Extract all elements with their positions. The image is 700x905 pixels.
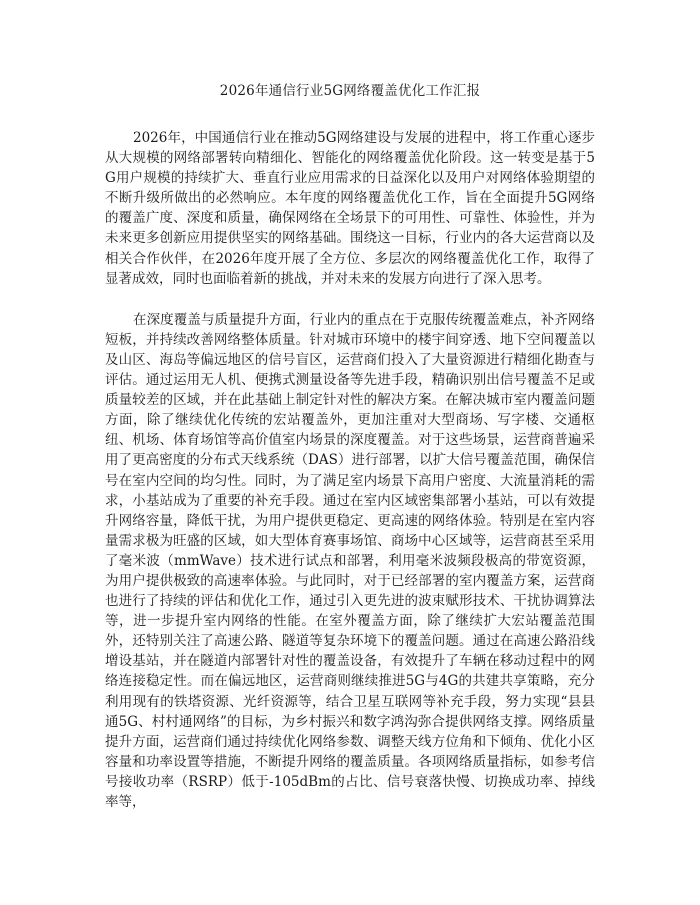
document-body [105, 128, 595, 833]
paragraph-deep-coverage: 在深度覆盖与质量提升方面，行业内的重点在于克服传统覆盖难点，补齐网络短板，并持续改善网络整体质量。针对城市环境中的楼宇间穿透、地下空间覆盖以及山区、海岛等偏远地区的信号盲区，运营商们投入了大量资源进行精细化勘查与评估。通过运用无人机、便携式测量设备等先进手段，精确识别出信号覆盖不足或质量较差的区域，并在此基础上制定针对性的解决方案。在解决城市室内覆盖问题方面，除了继续优化传统的宏站覆盖外，更加注重对大型商场、写字楼、交通枢纽、机场、体育场馆等高价值室内场景的深度覆盖。对于这些场景，运营商普遍采用了更高密度的分布式天线系统（DAS）进行部署，以扩大信号覆盖范围，确保信号在室内空间的均匀性。同时，为了满足室内场景下高用户密度、大流量消耗的需求，小基站成为了重要的补充手段。通过在室内区域密集部署小基站，可以有效提升网络容量，降低干扰，为用户提供更稳定、更高速的网络体验。特别是在室内容量需求极为旺盛的区域，如大型体育赛事场馆、商场中心区域等，运营商甚至采用了毫米波（mmWave）技术进行试点和部署，利用毫米波频段极高的带宽资源，为用户提供极致的高速率体验。与此同时，对于已经部署的室内覆盖方案，运营商也进行了持续的评估和优化工作，通过引入更先进的波束赋形技术、干扰协调算法等，进一步提升室内网络的性能。在室外覆盖方面，除了继续扩大宏站覆盖范围外，还特别关注了高速公路、隧道等复杂环境下的覆盖问题。通过在高速公路沿线增设基站，并在隧道内部署针对性的覆盖设备，有效提升了车辆在移动过程中的网络连接稳定性。而在偏远地区，运营商则继续推进5G与4G的共建共享策略，充分利用现有的铁塔资源、光纤资源等，结合卫星互联网等补充手段，努力实现“县县通5G、村村通网络”的目标，为乡村振兴和数字鸿沟弥合提供网络支撑。网络质量提升方面，运营商们通过持续优化网络参数、调整天线方位角和下倾角、优化小区容量和功率设置等措施，不断提升网络的覆盖质量。各项网络质量指标，如参考信号接收功率（RSRP）低于-105dBm的占比、信号衰落快慢、切换成功率、掉线率等， [105, 311, 595, 810]
paragraph-intro: 2026年，中国通信行业在推动5G网络建设与发展的进程中，将工作重心逐步从大规模的网络部署转向精细化、智能化的网络覆盖优化阶段。这一转变是基于5G用户规模的持续扩大、垂直行业应用需求的日益深化以及用户对网络体验期望的不断升级所做出的必然响应。本年度的网络覆盖优化工作，旨在全面提升5G网络的覆盖广度、深度和质量，确保网络在全场景下的可用性、可靠性、体验性，并为未来更多创新应用提供坚实的网络基础。围绕这一目标，行业内的各大运营商以及相关合作伙伴，在2026年度开展了全方位、多层次的网络覆盖优化工作，取得了显著成效，同时也面临着新的挑战，并对未来的发展方向进行了深入思考。 [105, 130, 595, 287]
document-title: 2026年通信行业5G网络覆盖优化工作汇报 [219, 83, 481, 99]
